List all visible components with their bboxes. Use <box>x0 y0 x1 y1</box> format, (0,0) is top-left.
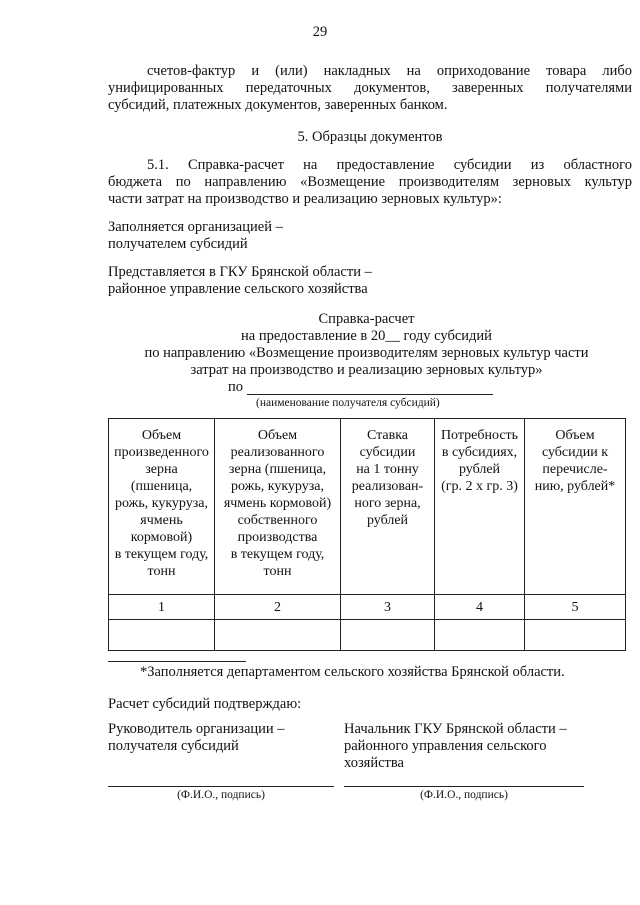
recipient-caption: (наименование получателя субсидий) <box>256 397 440 409</box>
signature-right-line-1: Начальник ГКУ Брянской области – <box>344 721 567 737</box>
subsidy-calculation-table <box>108 418 626 651</box>
footnote-separator <box>108 661 246 662</box>
filled-by-line-2: получателем субсидий <box>108 236 248 252</box>
column-number-cell: 4 <box>435 595 525 620</box>
form-title: Справка-расчет <box>318 311 415 327</box>
clause-line-1: 5.1. Справка-расчет на предоставление субсидии из областного <box>147 157 632 173</box>
signature-right-line-3: хозяйства <box>344 755 404 771</box>
table-empty-row <box>109 620 626 651</box>
confirm-label: Расчет субсидий подтверждаю: <box>108 696 302 712</box>
empty-cell <box>341 620 435 651</box>
intro-line-3: субсидий, платежных документов, заверенных банком. <box>108 97 448 113</box>
signature-right-line-2: районного управления сельского <box>344 738 547 754</box>
column-number-cell: 5 <box>525 595 626 620</box>
signature-right-line <box>344 786 584 787</box>
header-cell-subsidy-transfer: Объем субсидии к перечисле- нию, рублей* <box>525 419 626 595</box>
footnote: *Заполняется департаментом сельского хозяйства Брянской области. <box>140 664 565 680</box>
section-title: 5. Образцы документов <box>297 129 443 145</box>
intro-line-2: унифицированных передаточных документов, заверенных получателями <box>108 80 632 96</box>
header-cell-subsidy-need: Потребность в субсидиях, рублей (гр. 2 х гр. 3) <box>435 419 525 595</box>
intro-line-1: счетов-фактур и (или) накладных на оприходование товара либо <box>147 63 632 79</box>
empty-cell <box>435 620 525 651</box>
form-line-2: по направлению «Возмещение производителям зерновых культур части <box>144 345 589 361</box>
signature-right-caption: (Ф.И.О., подпись) <box>420 789 508 801</box>
recipient-name-line <box>247 394 493 395</box>
header-cell-subsidy-rate: Ставка субсидии на 1 тонну реализован- ного зерна, рублей <box>341 419 435 595</box>
table-header-row <box>109 419 626 595</box>
table-column-number-row <box>109 595 626 620</box>
clause-line-2: бюджета по направлению «Возмещение производителям зерновых культур <box>108 174 632 190</box>
form-line-3: затрат на производство и реализацию зерновых культур» <box>190 362 543 378</box>
signature-left-line-1: Руководитель организации – <box>108 721 285 737</box>
column-number-cell: 3 <box>341 595 435 620</box>
clause-line-3: части затрат на производство и реализацию зерновых культур»: <box>108 191 502 207</box>
signature-left-caption: (Ф.И.О., подпись) <box>177 789 265 801</box>
submitted-to-line-2: районное управление сельского хозяйства <box>108 281 368 297</box>
empty-cell <box>109 620 215 651</box>
signature-left-line-2: получателя субсидий <box>108 738 239 754</box>
signature-left-line <box>108 786 334 787</box>
empty-cell <box>525 620 626 651</box>
empty-cell <box>215 620 341 651</box>
form-by-label: по <box>228 379 244 395</box>
form-line-1: на предоставление в 20__ году субсидий <box>241 328 492 344</box>
header-cell-produced-grain: Объем произведенного зерна (пшеница, рожь, кукуруза, ячмень кормовой) в текущем году, тонн <box>109 419 215 595</box>
header-cell-sold-grain: Объем реализованного зерна (пшеница, рожь, кукуруза, ячмень кормовой) собственного производства в текущем году, тонн <box>215 419 341 595</box>
submitted-to-line-1: Представляется в ГКУ Брянской области – <box>108 264 372 280</box>
column-number-cell: 2 <box>215 595 341 620</box>
filled-by-line-1: Заполняется организацией – <box>108 219 283 235</box>
page-number: 29 <box>312 24 328 40</box>
column-number-cell: 1 <box>109 595 215 620</box>
